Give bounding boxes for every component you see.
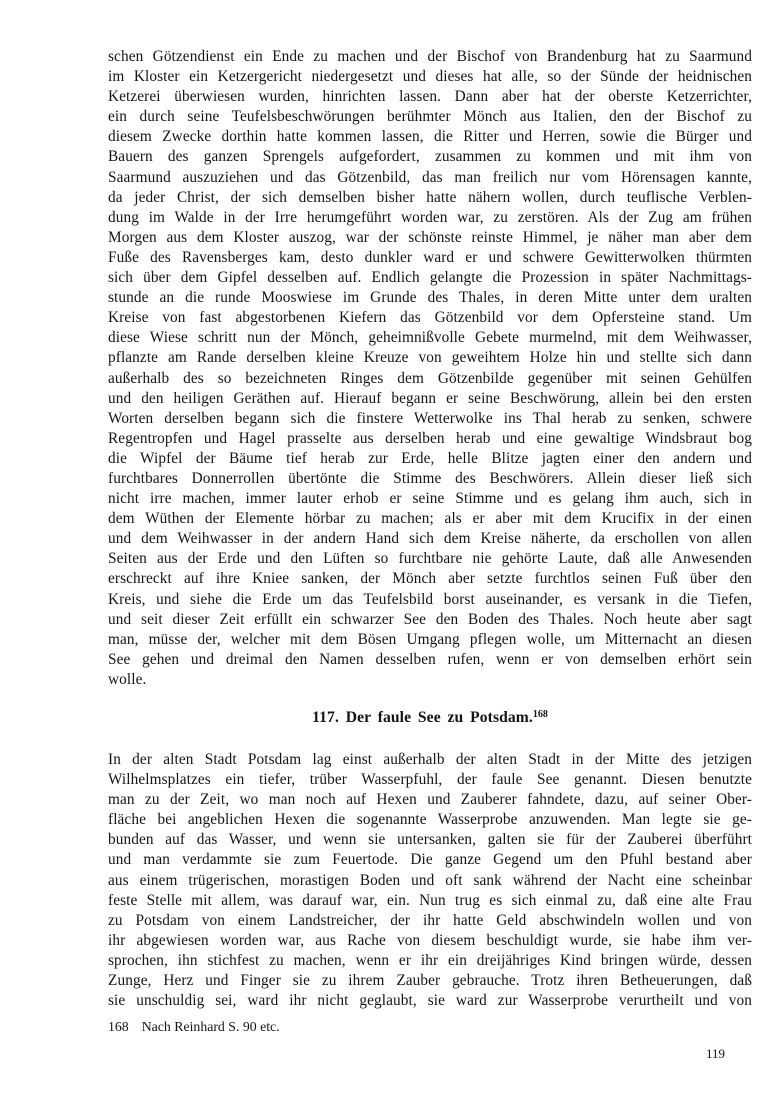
text-line: Fuße des Ravensberges kam, desto dunkler ward er und schwere Gewitterwolken thürmten [108, 248, 752, 266]
text-line: und den heiligen Geräthen auf. Hierauf begann er seine Beschwörung, allein bei den ersten [108, 389, 752, 407]
text-line: da jeder Christ, der sich demselben bisher hatte nähern wollen, durch teuflische Verblen- [108, 188, 752, 206]
text-line: Morgen aus dem Kloster auszog, war der schönste reinste Himmel, je näher man aber dem [108, 228, 752, 246]
text-line: Bauern des ganzen Sprengels aufgefordert, zusammen zu kommen und mit ihm von [108, 148, 752, 166]
text-line: Kreise von fast abgestorbenen Kiefern das Götzenbild vor dem Opfersteine stand. Um [108, 309, 752, 327]
text-line: dung im Walde in der Irre herumgeführt worden war, zu zerstören. Als der Zug am frühen [108, 208, 752, 226]
text-line: fläche bei angeblichen Hexen die sogenannte Wasserprobe anzuwenden. Man legte sie ge- [108, 811, 752, 829]
text-line: Seiten aus der Erde und den Lüften so furchtbare nie gehörte Laute, daß alle Anwesenden [108, 550, 752, 568]
paragraph-story-continuation [108, 47, 752, 690]
text-line: ein durch seine Teufelsbeschwörungen berühmter Mönch aus Italien, den der Bischof zu [108, 108, 752, 126]
text-line: feste Stelle mit allem, was darauf war, ein. Nun trug es sich einmal zu, daß eine alte Frau [108, 891, 752, 909]
text-line: Worten derselben begann sich die finstere Wetterwolke ins Thal herab zu senken, schwere [108, 409, 752, 427]
text-line: Ketzerei überwiesen wurden, hinrichten lassen. Dann aber hat der oberste Ketzerrichter, [108, 88, 752, 106]
text-line: sich über dem Gipfel desselben auf. Endlich gelangte die Prozession in später Nachmittags- [108, 269, 752, 287]
footnote-text: Nach Reinhard S. 90 etc. [141, 1019, 280, 1035]
text-block [108, 47, 752, 1036]
text-line: und seit dieser Zeit erfüllt ein schwarzer See den Boden des Thales. Noch heute aber sagt [108, 610, 752, 628]
text-line: Kreis, und siehe die Erde um das Teufelsbild borst auseinander, es versank in die Tiefen, [108, 590, 752, 608]
story-title: 117. Der faule See zu Potsdam. [312, 709, 533, 726]
text-line: dem Wüthen der Elemente hörbar zu machen; als er aber mit dem Krucifix in der einen [108, 510, 752, 528]
text-line: In der alten Stadt Potsdam lag einst außerhalb der alten Stadt in der Mitte des jetzigen [108, 751, 752, 768]
text-line: See gehen und dreimal den Namen desselben rufen, wenn er von demselben erhört sein [108, 650, 752, 668]
text-line: diesem Zwecke dorthin hatte kommen lassen, die Ritter und Herren, sowie die Bürger und [108, 128, 752, 146]
text-line: man zu der Zeit, wo man noch auf Hexen und Zauberer fahndete, dazu, auf seiner Ober- [108, 791, 752, 809]
page-number: 119 [706, 1046, 726, 1061]
text-line: Saarmund auszuziehen und das Götzenbild, das man freilich nur vom Hörensagen kannte, [108, 168, 752, 186]
text-line: Regentropfen und Hagel prasselte aus derselben herab und eine gewaltige Windsbraut bog [108, 429, 752, 447]
text-line: stunde an die runde Mooswiese im Grunde des Thales, in deren Mitte unter dem uralten [108, 289, 752, 307]
footnote [108, 1017, 752, 1036]
text-line: und dem Weihwasser in der andern Hand sich dem Kreise näherte, da erschollen von allen [108, 530, 752, 548]
text-line: zu Potsdam von einem Landstreicher, der ihr hatte Geld abschwindeln wollen und von [108, 911, 752, 929]
text-line: wolle. [108, 670, 147, 688]
story-heading [108, 708, 752, 730]
text-line: sprochen, ihn stichfest zu machen, wenn er ihr ein dreijähriges Kind bringen würde, dessen [108, 951, 752, 969]
text-line: pflanzte am Rande derselben kleine Kreuze von geweihtem Holze hin und stellte sich dann [108, 349, 752, 367]
text-line: im Kloster ein Ketzergericht niedergesetzt und dieses hat alle, so der Sünde der heidnischen [108, 68, 752, 86]
text-line: und man verdammte sie zum Feuertode. Die ganze Gegend um den Pfuhl bestand aber [108, 851, 752, 869]
text-line: Zunge, Herz und Finger sie zu ihrem Zauber gebrauche. Trotz ihren Betheuerungen, daß [108, 972, 752, 990]
text-line: diese Wiese schritt nun der Mönch, geheimnißvolle Gebete murmelnd, mit dem Weihwasser, [108, 329, 752, 347]
text-line: man, müsse der, welcher mit dem Bösen Umgang pflegen wolle, um Mitternacht an diesen [108, 630, 752, 648]
footnote-marker: 168 [108, 1019, 129, 1035]
text-line: sie unschuldig sei, ward ihr nicht geglaubt, sie ward zur Wasserprobe verurtheilt und von [108, 992, 752, 1010]
text-line: die Wipfel der Bäume tief herab zur Erde, helle Blitze jagten einer den andern und [108, 449, 752, 467]
text-line: ihr abgewiesen worden war, aus Rache von diesem beschuldigt wurde, sie habe ihm ver- [108, 931, 752, 949]
text-line: nicht irre machen, immer lauter erhob er seine Stimme und es gelang ihm auch, sich in [108, 490, 752, 508]
text-line: außerhalb des so bezeichneten Ringes dem Götzenbilde gegenüber mit seinen Gehülfen [108, 369, 752, 387]
text-line: schen Götzendienst ein Ende zu machen und der Bischof von Brandenburg hat zu Saarmund [108, 48, 752, 65]
text-line: bunden auf das Wasser, und wenn sie untersanken, galten sie für der Zauberei überführt [108, 831, 752, 849]
paragraph-story-117 [108, 750, 752, 1011]
text-line: Wilhelmsplatzes ein tiefer, trüber Wasserpfuhl, der faule See genannt. Diesen benutzte [108, 771, 752, 789]
text-line: aus einem trügerischen, morastigen Boden und oft sank während der Nacht eine scheinbar [108, 871, 752, 889]
text-line: erschreckt auf ihre Kniee sanken, der Mönch aber setzte furchtlos seinen Fuß über den [108, 570, 752, 588]
text-line: furchtbares Donnerrollen übertönte die Stimme des Beschwörers. Allein dieser ließ sich [108, 469, 752, 487]
footnote-reference: 168 [532, 709, 548, 720]
